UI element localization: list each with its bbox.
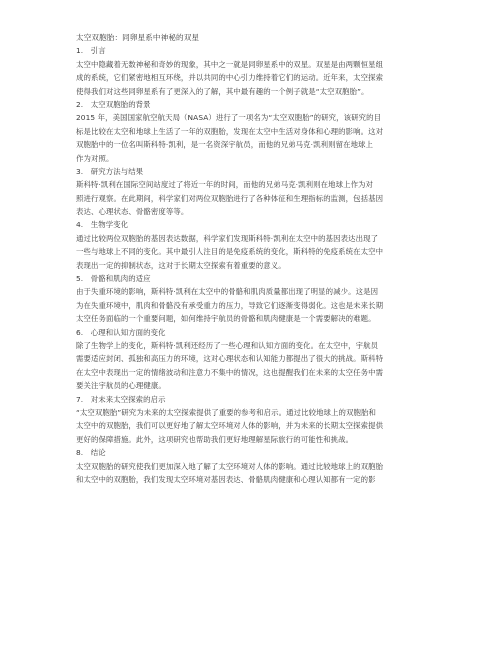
paragraph-line: 需要适应封闭、孤独和高压力的环境，这对心理状态和认知能力都提出了很大的挑战。斯科特	[76, 354, 384, 364]
paragraph-line: 在太空中表现出一定的情绪波动和注意力不集中的情况，这也提醒我们在未来的太空任务中需	[76, 367, 384, 377]
section-heading: 5. 骨骼和肌肉的适应	[76, 274, 151, 284]
paragraph-line: 和太空中的双胞胎，我们发现太空环境对基因表达、骨骼肌肉健康和心理认知都有一定的影	[76, 474, 376, 484]
paragraph-line: 更好的保障措施。此外，这项研究也帮助我们更好地理解星际旅行的可能性和挑战。	[76, 434, 354, 444]
paragraph-line: 2015 年，美国国家航空航天局（NASA）进行了一项名为“太空双胞胎”的研究，该研究的目	[76, 113, 382, 123]
paragraph-line: 照进行观察。在此期间，科学家们对两位双胞胎进行了各种体征和生理指标的监测，包括基因	[76, 193, 384, 203]
section	[76, 393, 428, 447]
paragraph-line: 斯科特·凯利在国际空间站度过了将近一年的时间，而他的兄弟马克·凯利则在地球上作为对	[76, 180, 374, 190]
paragraph-line: 为在失重环境中，肌肉和骨骼没有承受重力的压力，导致它们逐渐变得弱化。这也是未来长期	[76, 300, 384, 310]
section-heading: 2. 太空双胞胎的背景	[76, 99, 151, 109]
section-heading: 4. 生物学变化	[76, 220, 129, 230]
section	[76, 165, 428, 219]
paragraph-line: 成的系统，它们紧密地相互环绕，并以共同的中心引力维持着它们的运动。近年来，太空探索	[76, 73, 384, 83]
paragraph-line: “太空双胞胎”研究为未来的太空探索提供了重要的参考和启示。通过比较地球上的双胞胎和	[76, 407, 376, 417]
paragraph-line: 通过比较两位双胞胎的基因表达数据，科学家们发现斯科特·凯利在太空中的基因表达出现了	[76, 233, 379, 243]
section	[76, 44, 428, 98]
paragraph-line: 双胞胎中的一位名叫斯科特·凯利，是一名资深宇航员，而他的兄弟马克·凯利则留在地球上	[76, 140, 374, 150]
section	[76, 326, 428, 393]
section-heading: 8. 结论	[76, 448, 106, 458]
section-heading: 7. 对未来太空探索的启示	[76, 394, 166, 404]
paragraph-line: 作为对照。	[76, 153, 114, 163]
paragraph-line: 一些与地球上不同的变化。其中最引人注目的是免疫系统的变化，斯科特的免疫系统在太空中	[76, 247, 384, 257]
paragraph-line: 表达、心理状态、骨骼密度等等。	[76, 207, 189, 217]
paragraph-line: 除了生物学上的变化，斯科特·凯利还经历了一些心理和认知方面的变化。在太空中，宇航员	[76, 340, 379, 350]
paragraph-line: 标是比较在太空和地球上生活了一年的双胞胎，发现在太空中生活对身体和心理的影响。这对	[76, 126, 384, 136]
paragraph-line: 太空中隐藏着无数神秘和奇妙的现象，其中之一就是同卵星系中的双星。双星是由两颗恒星组	[76, 59, 384, 69]
section	[76, 272, 428, 326]
paragraph-line: 由于失重环境的影响，斯科特·凯利在太空中的骨骼和肌肉质量都出现了明显的减少。这是因	[76, 287, 379, 297]
document-body	[76, 31, 428, 486]
paragraph-line: 使得我们对这些同卵星系有了更深入的了解，其中最有趣的一个例子就是“太空双胞胎”。	[76, 86, 369, 96]
section-heading: 3. 研究方法与结果	[76, 166, 144, 176]
section	[76, 446, 428, 486]
section	[76, 98, 428, 165]
document-title: 太空双胞胎：同卵星系中神秘的双星	[76, 33, 200, 42]
paragraph-line: 太空中的双胞胎，我们可以更好地了解太空环境对人体的影响，并为未来的长期太空探索提供	[76, 421, 384, 431]
paragraph-line: 太空双胞胎的研究使我们更加深入地了解了太空环境对人体的影响。通过比较地球上的双胞胎	[76, 461, 384, 471]
section	[76, 218, 428, 272]
section-heading: 1. 引言	[76, 46, 106, 56]
section-heading: 6. 心理和认知方面的变化	[76, 327, 166, 337]
paragraph-line: 要关注宇航员的心理健康。	[76, 381, 166, 391]
paragraph-line: 表现出一定的抑制状态，这对于长期太空探索有着重要的意义。	[76, 260, 286, 270]
paragraph-line: 太空任务面临的一个重要问题，如何维持宇航员的骨骼和肌肉健康是一个需要解决的难题。	[76, 314, 376, 324]
